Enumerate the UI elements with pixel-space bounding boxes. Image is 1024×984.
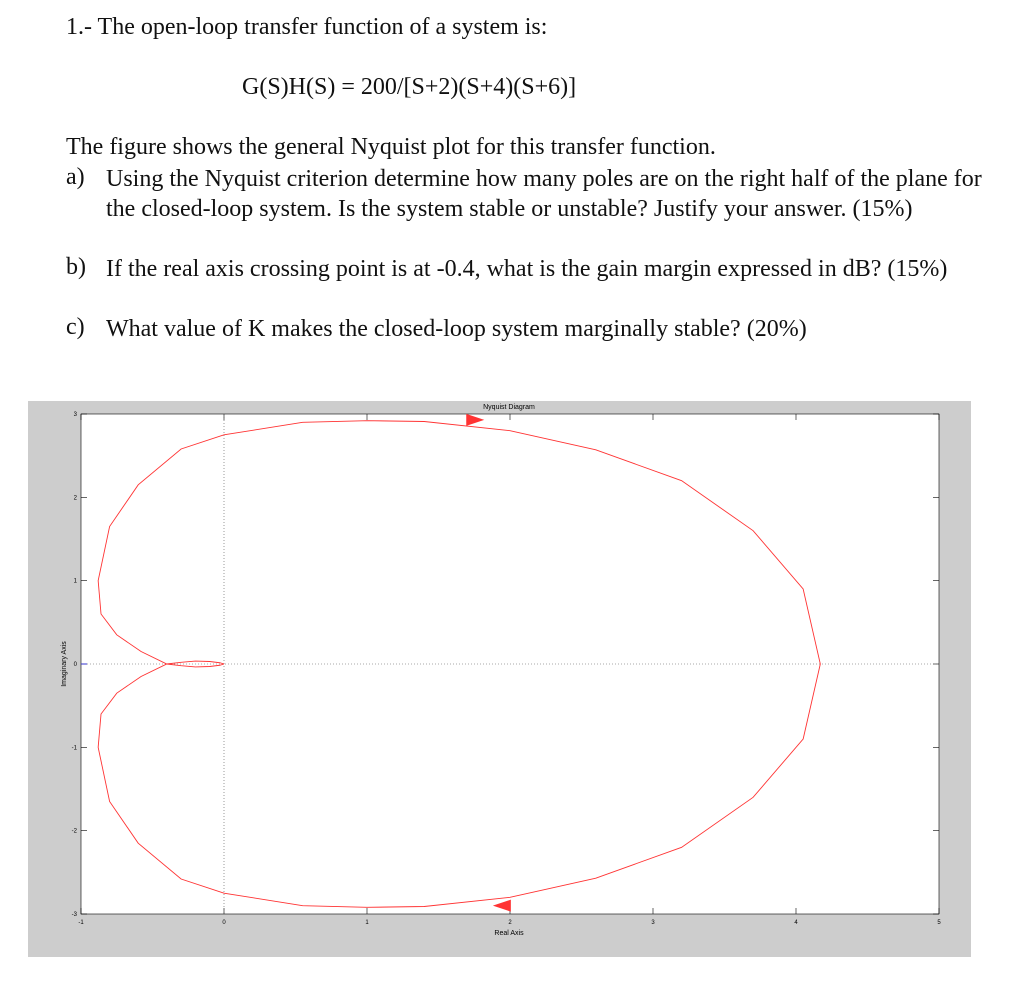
x-tick-label: 2 [508, 920, 512, 926]
nyquist-chart [28, 401, 971, 957]
x-tick-label: 3 [651, 920, 655, 926]
y-axis-label: Imaginary Axis [61, 641, 68, 687]
x-tick-label: 1 [365, 920, 369, 926]
transfer-function-formula: G(S)H(S) = 200/[S+2)(S+4)(S+6)] [242, 74, 577, 100]
question-c-text: What value of K makes the closed-loop system marginally stable? (20%) [106, 316, 807, 342]
problem-intro: The figure shows the general Nyquist plot for this transfer function. [66, 134, 716, 160]
y-tick-label: 3 [73, 412, 77, 418]
question-b-text: If the real axis crossing point is at -0.4, what is the gain margin expressed in dB? (15%) [106, 256, 948, 282]
nyquist-figure [28, 401, 971, 957]
x-tick-label: 5 [937, 920, 941, 926]
question-a-label: a) [66, 164, 85, 190]
y-tick-label: -3 [71, 912, 77, 918]
y-tick-label: -2 [71, 828, 77, 835]
x-tick-label: 0 [222, 920, 226, 926]
x-axis-label: Real Axis [494, 930, 524, 937]
question-b-label: b) [66, 254, 86, 280]
y-tick-label: 0 [73, 662, 77, 668]
y-tick-label: 1 [73, 578, 77, 585]
problem-title: 1.- The open-loop transfer function of a system is: [66, 14, 548, 40]
question-c-label: c) [66, 314, 85, 340]
x-tick-label: -1 [78, 920, 84, 926]
x-tick-label: 4 [794, 920, 798, 926]
question-a-text: Using the Nyquist criterion determine how many poles are on the right half of the plane for the closed-loop system. Is the system stable or unstable? Justify your answer. (15%) [106, 166, 982, 222]
y-tick-label: 2 [73, 495, 77, 502]
y-tick-label: -1 [71, 745, 77, 752]
chart-title: Nyquist Diagram [483, 404, 535, 411]
